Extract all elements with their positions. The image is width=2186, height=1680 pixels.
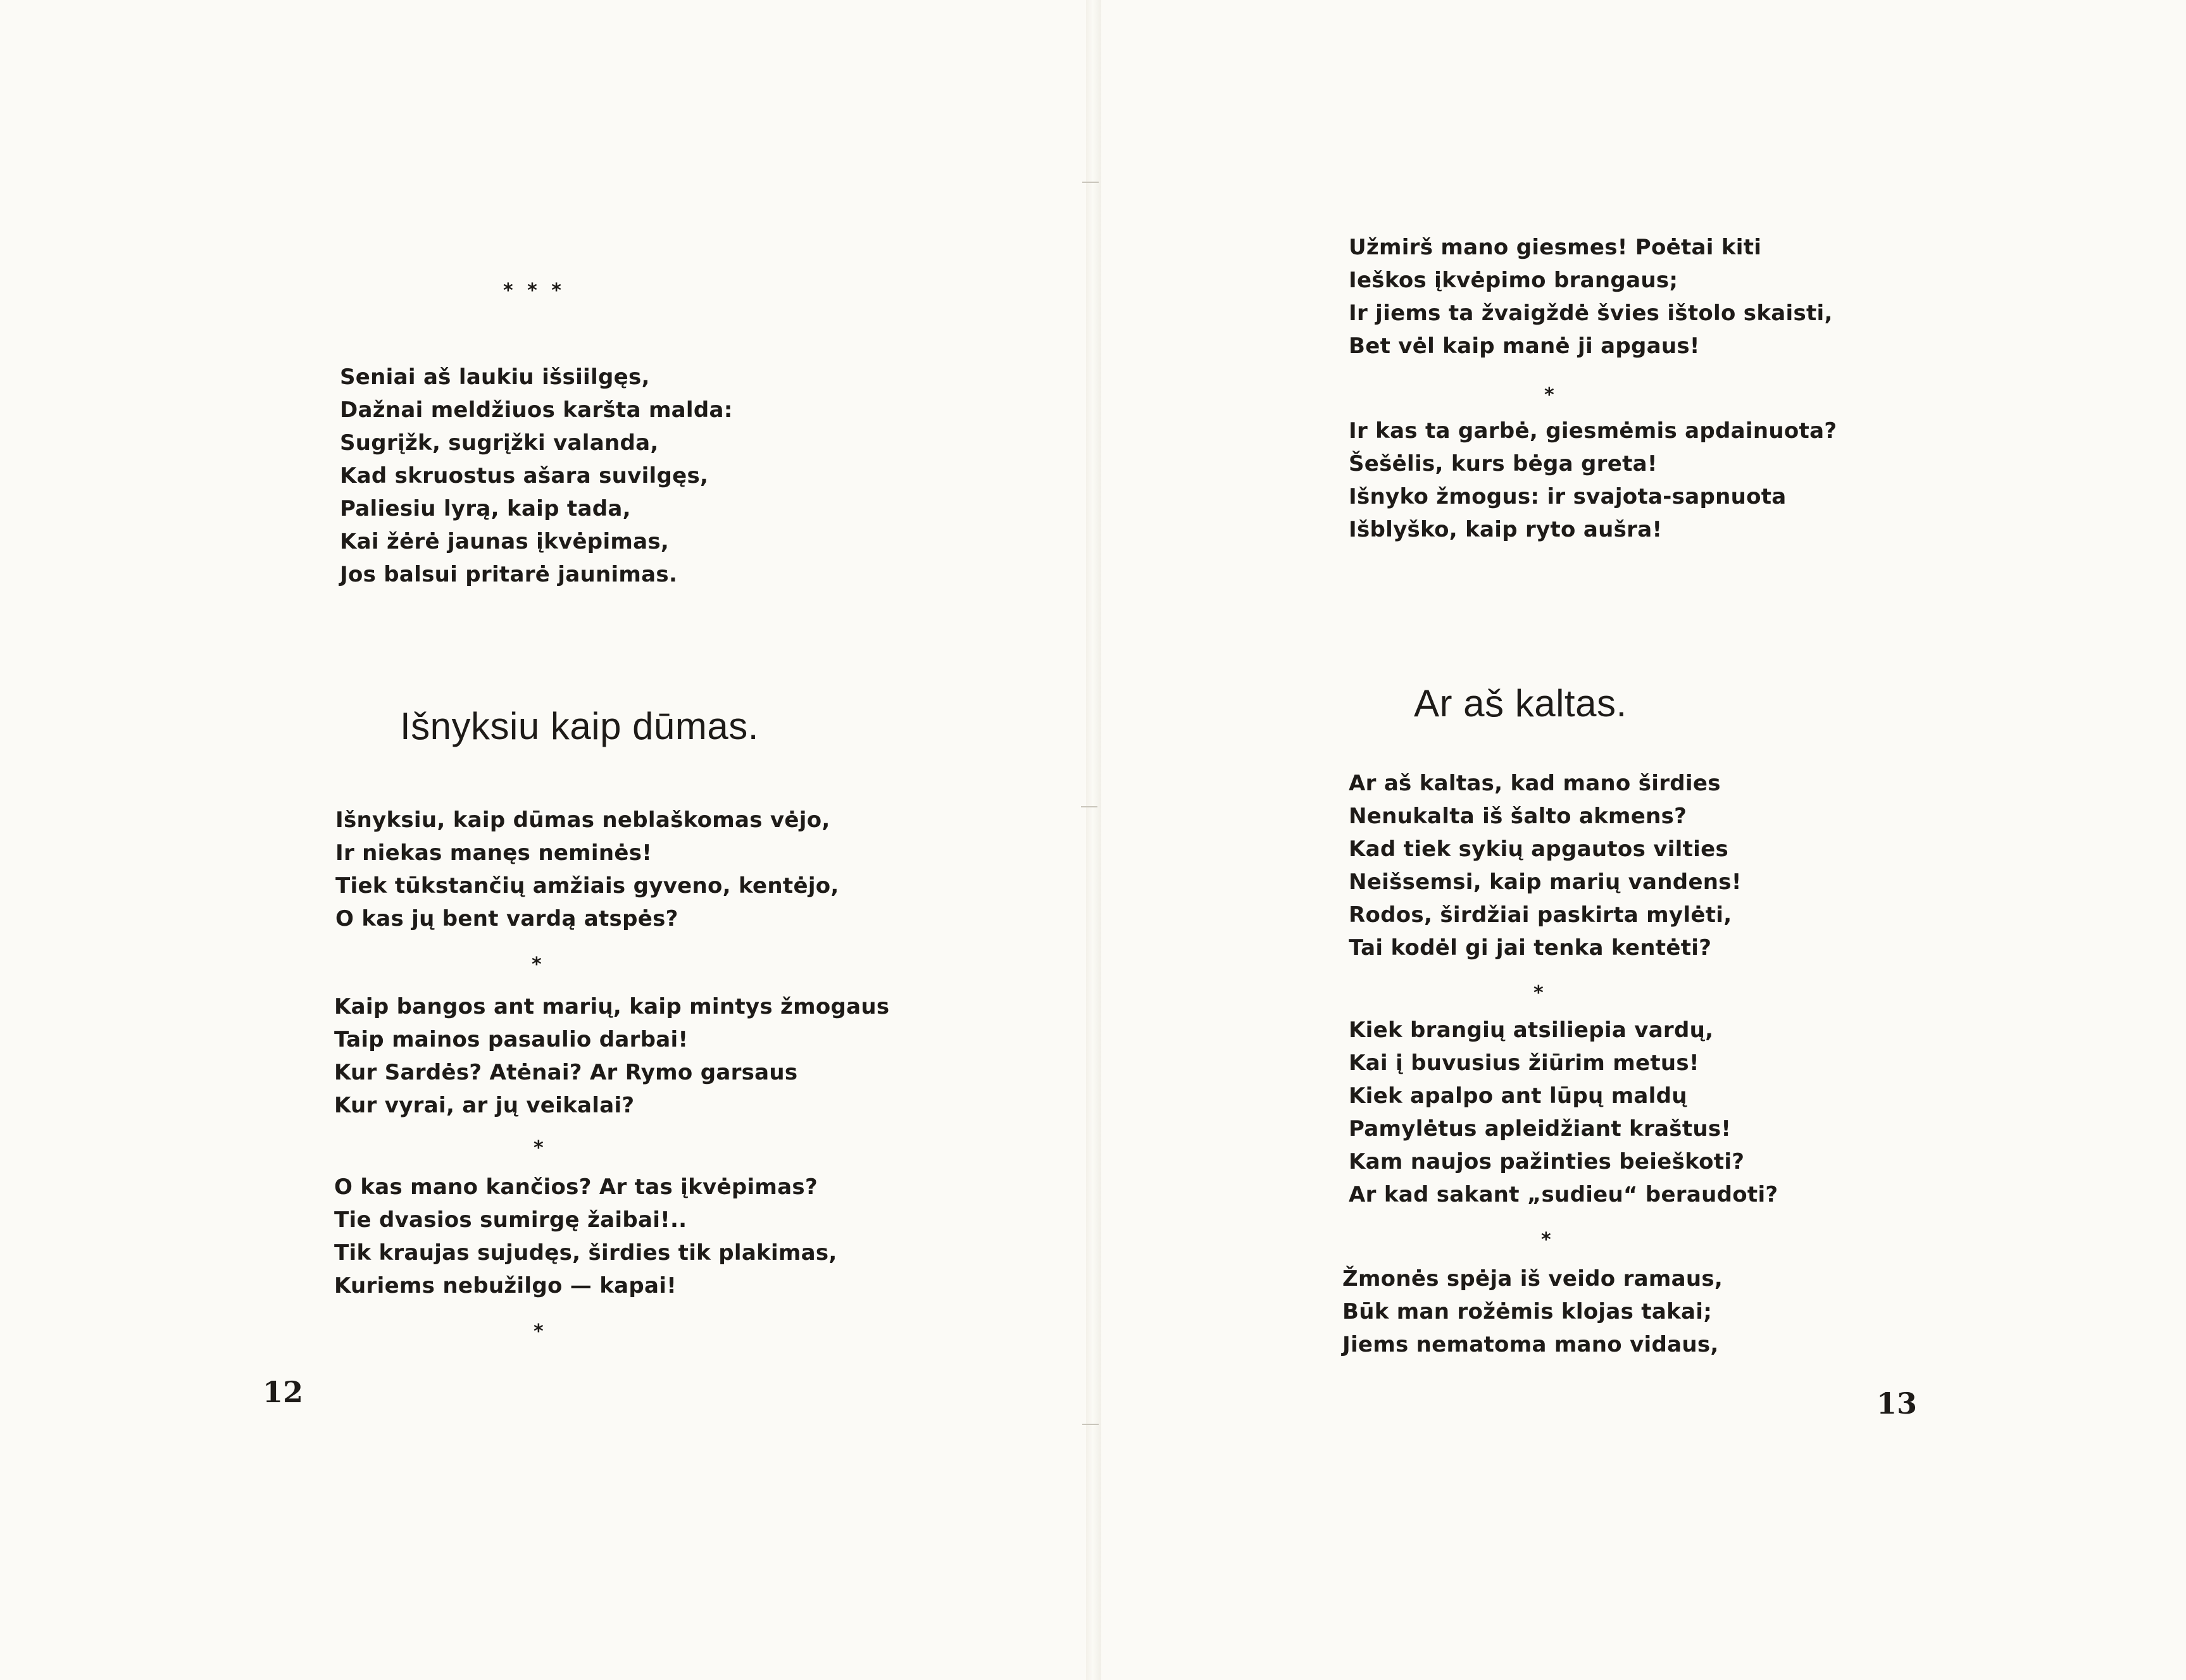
poem-line: O kas mano kančios? Ar tas įkvėpimas?	[334, 1174, 818, 1200]
stanza-separator: *	[534, 1137, 544, 1159]
stanza	[1349, 414, 1837, 546]
poem-line: Žmonės spėja iš veido ramaus,	[1342, 1266, 1723, 1291]
poem-seniai	[340, 361, 733, 591]
poem-line: Tiek tūkstančių amžiais gyveno, kentėjo,	[335, 873, 839, 899]
poem-line: Kur vyrai, ar jų veikalai?	[334, 1093, 635, 1118]
poem-line: Ar aš kaltas, kad mano širdies	[1349, 771, 1721, 796]
page-number: 12	[263, 1375, 304, 1409]
page-number: 13	[1877, 1386, 1918, 1421]
stanza-separator: *	[532, 954, 542, 976]
poem-line: Ieškos įkvėpimo brangaus;	[1349, 268, 1678, 293]
top-asterism: * * *	[503, 280, 565, 302]
poem-line: Kam naujos pažinties beieškoti?	[1349, 1149, 1745, 1174]
poem-line: Neišsemsi, kaip marių vandens!	[1349, 869, 1742, 895]
poem-line: Išnyksiu, kaip dūmas neblaškomas vėjo,	[335, 807, 830, 833]
poem-line: Ir kas ta garbė, giesmėmis apdainuota?	[1349, 418, 1837, 444]
poem-line: Dažnai meldžiuos karšta malda:	[340, 397, 733, 423]
poem-line: Rodos, širdžiai paskirta mylėti,	[1349, 902, 1732, 928]
gutter-mark	[1081, 806, 1097, 807]
poem-line: Kiek apalpo ant lūpų maldų	[1349, 1083, 1687, 1109]
right-page	[1101, 0, 2186, 1680]
gutter-mark	[1082, 182, 1099, 183]
poem-line: Tie dvasios sumirgę žaibai!..	[334, 1207, 687, 1233]
stanza-separator: *	[1533, 982, 1544, 1004]
poem-line: Ar kad sakant „sudieu“ beraudoti?	[1349, 1182, 1778, 1207]
poem-line: Kur Sardės? Atėnai? Ar Rymo garsaus	[334, 1060, 798, 1085]
poem-line: Nenukalta iš šalto akmens?	[1349, 804, 1687, 829]
poem-line: Išnyko žmogus: ir svajota-sapnuota	[1349, 484, 1787, 509]
poem-line: Šešėlis, kurs bėga greta!	[1349, 451, 1658, 476]
poem-line: Jos balsui pritarė jaunimas.	[340, 562, 678, 587]
poem-line: Kuriems nebužilgo — kapai!	[334, 1273, 677, 1298]
poem-line: O kas jų bent vardą atspės?	[335, 906, 678, 931]
poem-line: Pamylėtus apleidžiant kraštus!	[1349, 1116, 1732, 1142]
stanza-separator: *	[1541, 1229, 1551, 1251]
poem-line: Kad skruostus ašara suvilgęs,	[340, 463, 709, 488]
poem-line: Išblyško, kaip ryto aušra!	[1349, 517, 1663, 542]
poem-line: Tai kodėl gi jai tenka kentėti?	[1349, 935, 1712, 961]
stanza	[1349, 1014, 1778, 1211]
stanza	[334, 990, 889, 1122]
stanza-separator: *	[534, 1321, 544, 1343]
poem-line: Tik kraujas sujudęs, širdies tik plakimas,	[334, 1240, 837, 1266]
left-page	[0, 0, 1086, 1680]
poem-line: Būk man rožėmis klojas takai;	[1342, 1299, 1713, 1324]
poem-title: Ar aš kaltas.	[1414, 682, 1627, 725]
stanza	[1349, 231, 1833, 363]
stanza	[334, 1171, 837, 1302]
poem-line: Ir jiems ta žvaigždė švies ištolo skaisti,	[1349, 301, 1833, 326]
poem-line: Bet vėl kaip manė ji apgaus!	[1349, 333, 1700, 359]
stanza	[1349, 767, 1742, 964]
stanza	[1342, 1262, 1723, 1361]
poem-line: Paliesiu lyrą, kaip tada,	[340, 496, 631, 521]
poem-line: Taip mainos pasaulio darbai!	[334, 1027, 689, 1052]
poem-line: Sugrįžk, sugrįžki valanda,	[340, 430, 659, 456]
poem-line: Seniai aš laukiu išsiilgęs,	[340, 364, 650, 390]
gutter-mark	[1082, 1424, 1099, 1425]
poem-line: Kai į buvusius žiūrim metus!	[1349, 1050, 1699, 1076]
stanza	[335, 804, 839, 935]
poem-line: Kiek brangių atsiliepia vardų,	[1349, 1017, 1714, 1043]
poem-line: Jiems nematoma mano vidaus,	[1342, 1332, 1719, 1357]
poem-title: Išnyksiu kaip dūmas.	[400, 705, 759, 747]
poem-line: Užmirš mano giesmes! Poėtai kiti	[1349, 235, 1762, 260]
poem-line: Kad tiek sykių apgautos vilties	[1349, 837, 1729, 862]
book-gutter	[1086, 0, 1101, 1680]
stanza-separator: *	[1544, 384, 1554, 406]
poem-line: Kai žėrė jaunas įkvėpimas,	[340, 529, 670, 554]
poem-line: Kaip bangos ant marių, kaip mintys žmogaus	[334, 994, 890, 1019]
poem-line: Ir niekas manęs neminės!	[335, 840, 653, 866]
